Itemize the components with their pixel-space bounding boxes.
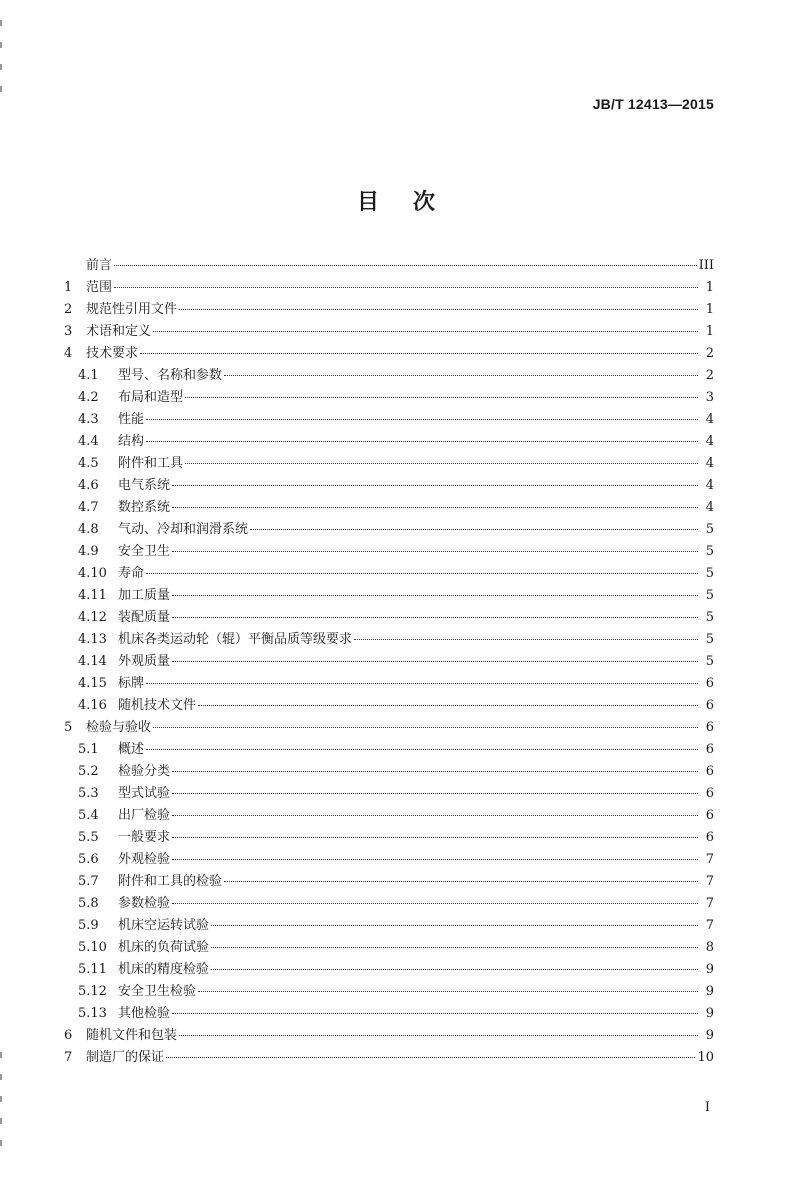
toc-entry-number: 5.5 [78, 830, 99, 845]
toc-entry-number: 4.11 [78, 588, 107, 603]
toc-leader-dots [211, 968, 698, 970]
toc-leader-dots [198, 704, 698, 706]
toc-entry-title: 其他检验 [118, 1006, 171, 1021]
toc-entry-number: 4.7 [78, 500, 99, 515]
toc-entry-page: 7 [705, 874, 714, 889]
toc-entry-title: 装配质量 [118, 610, 171, 625]
toc-entry-title: 机床空运转试验 [118, 918, 210, 933]
toc-entry[interactable] [64, 343, 714, 365]
toc-entry[interactable] [64, 937, 714, 959]
toc-entry-number: 5.3 [78, 786, 99, 801]
toc-entry[interactable] [64, 1003, 714, 1025]
toc-entry-number: 4.8 [78, 522, 99, 537]
toc-entry[interactable] [64, 607, 714, 629]
toc-entry-number: 5.12 [78, 984, 107, 999]
toc-entry[interactable] [64, 519, 714, 541]
toc-entry-title: 机床的精度检验 [118, 962, 210, 977]
toc-entry-page: 4 [705, 412, 714, 427]
toc-entry-page: 6 [705, 764, 714, 779]
toc-entry-title: 检验分类 [118, 764, 171, 779]
toc-entry-title: 机床各类运动轮（辊）平衡品质等级要求 [118, 632, 353, 647]
toc-leader-dots [172, 792, 698, 794]
toc-leader-dots [354, 638, 698, 640]
toc-entry-title: 性能 [118, 412, 145, 427]
toc-entry-page: 9 [705, 984, 714, 999]
toc-entry-number: 4.9 [78, 544, 99, 559]
toc-entry-title: 随机文件和包装 [86, 1028, 178, 1043]
toc-entry-title: 附件和工具 [118, 456, 184, 471]
toc-entry-number: 4.4 [78, 434, 99, 449]
toc-entry-number: 4.10 [78, 566, 107, 581]
toc-entry[interactable] [64, 431, 714, 453]
toc-entry-number: 5.9 [78, 918, 99, 933]
toc-leader-dots [146, 440, 698, 442]
toc-leader-dots [172, 550, 698, 552]
toc-entry-page: 8 [705, 940, 714, 955]
toc-entry-page: 9 [705, 962, 714, 977]
toc-entry-page: 6 [705, 676, 714, 691]
toc-entry-title: 外观质量 [118, 654, 171, 669]
toc-entry[interactable] [64, 629, 714, 651]
toc-entry-number: 4.15 [78, 676, 107, 691]
toc-entry-number: 4.6 [78, 478, 99, 493]
toc-leader-dots [153, 726, 698, 728]
toc-entry-title: 范围 [86, 280, 113, 295]
toc-entry-page: 2 [705, 346, 714, 361]
toc-entry[interactable] [64, 321, 714, 343]
toc-entry[interactable] [64, 959, 714, 981]
toc-leader-dots [146, 682, 698, 684]
toc-entry-number: 6 [64, 1028, 73, 1043]
toc-entry-number: 5.4 [78, 808, 99, 823]
table-of-contents [64, 255, 714, 1069]
toc-entry-page: 5 [705, 566, 714, 581]
toc-entry-number: 5.10 [78, 940, 107, 955]
toc-entry-page: 5 [705, 522, 714, 537]
toc-entry-number: 5.11 [78, 962, 107, 977]
toc-entry[interactable] [64, 563, 714, 585]
toc-entry[interactable] [64, 541, 714, 563]
toc-entry-page: 2 [705, 368, 714, 383]
toc-entry-page: 4 [705, 434, 714, 449]
toc-entry[interactable] [64, 805, 714, 827]
toc-entry-number: 4.16 [78, 698, 107, 713]
toc-entry-title: 一般要求 [118, 830, 171, 845]
toc-entry[interactable] [64, 1047, 714, 1069]
toc-entry[interactable] [64, 871, 714, 893]
toc-entry-title: 术语和定义 [86, 324, 152, 339]
toc-entry-page: 5 [705, 588, 714, 603]
toc-entry-page: 6 [705, 808, 714, 823]
toc-entry-number: 4.1 [78, 368, 99, 383]
page-number: I [704, 1100, 710, 1115]
toc-entry-number: 3 [64, 324, 73, 339]
toc-entry-page: 4 [705, 500, 714, 515]
toc-entry-number: 5.8 [78, 896, 99, 911]
toc-entry-title: 气动、冷却和润滑系统 [118, 522, 249, 537]
toc-entry-title: 制造厂的保证 [86, 1050, 165, 1065]
toc-entry[interactable] [64, 849, 714, 871]
toc-entry-page: 6 [705, 742, 714, 757]
toc-entry-number: 4.5 [78, 456, 99, 471]
toc-leader-dots [146, 748, 698, 750]
toc-leader-dots [166, 1056, 695, 1058]
page-title: 目次 [356, 189, 469, 215]
toc-entry[interactable] [64, 387, 714, 409]
toc-entry[interactable] [64, 409, 714, 431]
toc-entry[interactable] [64, 981, 714, 1003]
toc-entry-page: III [698, 258, 714, 273]
toc-entry-page: 7 [705, 896, 714, 911]
toc-entry-title: 机床的负荷试验 [118, 940, 210, 955]
toc-leader-dots [172, 484, 698, 486]
toc-entry-page: 7 [705, 852, 714, 867]
toc-leader-dots [172, 902, 698, 904]
toc-entry[interactable] [64, 893, 714, 915]
toc-entry-title: 布局和造型 [118, 390, 184, 405]
toc-leader-dots [172, 594, 698, 596]
toc-entry-number: 7 [64, 1050, 73, 1065]
toc-entry-title: 安全卫生检验 [118, 984, 197, 999]
toc-entry-number: 4.12 [78, 610, 107, 625]
toc-leader-dots [172, 1012, 698, 1014]
toc-leader-dots [172, 770, 698, 772]
toc-entry[interactable] [64, 497, 714, 519]
toc-entry-number: 5.6 [78, 852, 99, 867]
toc-entry[interactable] [64, 739, 714, 761]
toc-leader-dots [153, 330, 698, 332]
toc-leader-dots [198, 990, 698, 992]
toc-entry-title: 数控系统 [118, 500, 171, 515]
toc-entry[interactable] [64, 673, 714, 695]
toc-entry-title: 电气系统 [118, 478, 171, 493]
scan-edge-marks [0, 0, 3, 1180]
toc-entry-number: 5.13 [78, 1006, 107, 1021]
toc-entry[interactable] [64, 1025, 714, 1047]
toc-entry[interactable] [64, 783, 714, 805]
toc-leader-dots [224, 880, 698, 882]
toc-entry-title: 寿命 [118, 566, 145, 581]
toc-entry[interactable] [64, 453, 714, 475]
toc-entry-page: 10 [697, 1050, 714, 1065]
toc-entry[interactable] [64, 365, 714, 387]
toc-entry-page: 5 [705, 610, 714, 625]
toc-entry-title: 加工质量 [118, 588, 171, 603]
toc-entry-page: 6 [705, 786, 714, 801]
toc-leader-dots [172, 814, 698, 816]
standard-code: JB/T 12413—2015 [592, 96, 714, 112]
toc-entry-number: 5.1 [78, 742, 99, 757]
toc-leader-dots [179, 308, 698, 310]
toc-entry-title: 安全卫生 [118, 544, 171, 559]
toc-entry-page: 9 [705, 1006, 714, 1021]
toc-entry-number: 4 [64, 346, 73, 361]
toc-entry[interactable] [64, 827, 714, 849]
toc-entry-title: 标牌 [118, 676, 145, 691]
toc-leader-dots [172, 858, 698, 860]
toc-entry-page: 5 [705, 544, 714, 559]
toc-leader-dots [140, 352, 698, 354]
toc-leader-dots [146, 572, 698, 574]
toc-leader-dots [185, 462, 698, 464]
toc-entry-page: 3 [705, 390, 714, 405]
toc-entry-number: 5.2 [78, 764, 99, 779]
toc-entry[interactable] [64, 761, 714, 783]
toc-entry-title: 结构 [118, 434, 145, 449]
toc-entry[interactable] [64, 299, 714, 321]
toc-entry-page: 6 [705, 720, 714, 735]
toc-entry[interactable] [64, 915, 714, 937]
toc-leader-dots [172, 660, 698, 662]
toc-entry-title: 型式试验 [118, 786, 171, 801]
toc-leader-dots [185, 396, 698, 398]
toc-entry-number: 1 [64, 280, 73, 295]
toc-leader-dots [172, 616, 698, 618]
toc-entry-title: 出厂检验 [118, 808, 171, 823]
toc-entry-title: 技术要求 [86, 346, 139, 361]
toc-leader-dots [211, 946, 698, 948]
toc-entry-title: 参数检验 [118, 896, 171, 911]
toc-leader-dots [114, 264, 697, 266]
toc-entry-page: 6 [705, 698, 714, 713]
toc-entry-number: 5 [64, 720, 73, 735]
toc-entry-number: 5.7 [78, 874, 99, 889]
toc-leader-dots [114, 286, 698, 288]
toc-entry-title: 检验与验收 [86, 720, 152, 735]
toc-entry[interactable] [64, 255, 714, 277]
toc-entry-number: 2 [64, 302, 73, 317]
toc-leader-dots [250, 528, 698, 530]
toc-entry-number: 4.14 [78, 654, 107, 669]
toc-leader-dots [146, 418, 698, 420]
toc-leader-dots [179, 1034, 698, 1036]
toc-entry[interactable] [64, 475, 714, 497]
toc-entry-page: 7 [705, 918, 714, 933]
toc-entry-number: 4.3 [78, 412, 99, 427]
toc-entry[interactable] [64, 585, 714, 607]
toc-entry-title: 附件和工具的检验 [118, 874, 223, 889]
toc-entry-page: 1 [705, 280, 714, 295]
toc-leader-dots [172, 506, 698, 508]
toc-entry-page: 9 [705, 1028, 714, 1043]
toc-entry[interactable] [64, 717, 714, 739]
toc-leader-dots [211, 924, 698, 926]
toc-entry-page: 5 [705, 632, 714, 647]
toc-entry[interactable] [64, 695, 714, 717]
toc-entry-page: 6 [705, 830, 714, 845]
toc-entry-page: 1 [705, 324, 714, 339]
toc-entry-number: 4.13 [78, 632, 107, 647]
toc-entry-number: 4.2 [78, 390, 99, 405]
toc-leader-dots [224, 374, 698, 376]
toc-entry-title: 概述 [118, 742, 145, 757]
toc-entry-title: 前言 [86, 258, 113, 273]
toc-entry-page: 4 [705, 456, 714, 471]
toc-entry-title: 随机技术文件 [118, 698, 197, 713]
toc-entry-page: 5 [705, 654, 714, 669]
toc-entry-page: 4 [705, 478, 714, 493]
toc-entry-title: 型号、名称和参数 [118, 368, 223, 383]
toc-entry-page: 1 [705, 302, 714, 317]
toc-entry[interactable] [64, 651, 714, 673]
toc-entry-title: 规范性引用文件 [86, 302, 178, 317]
toc-entry[interactable] [64, 277, 714, 299]
toc-entry-title: 外观检验 [118, 852, 171, 867]
toc-leader-dots [172, 836, 698, 838]
